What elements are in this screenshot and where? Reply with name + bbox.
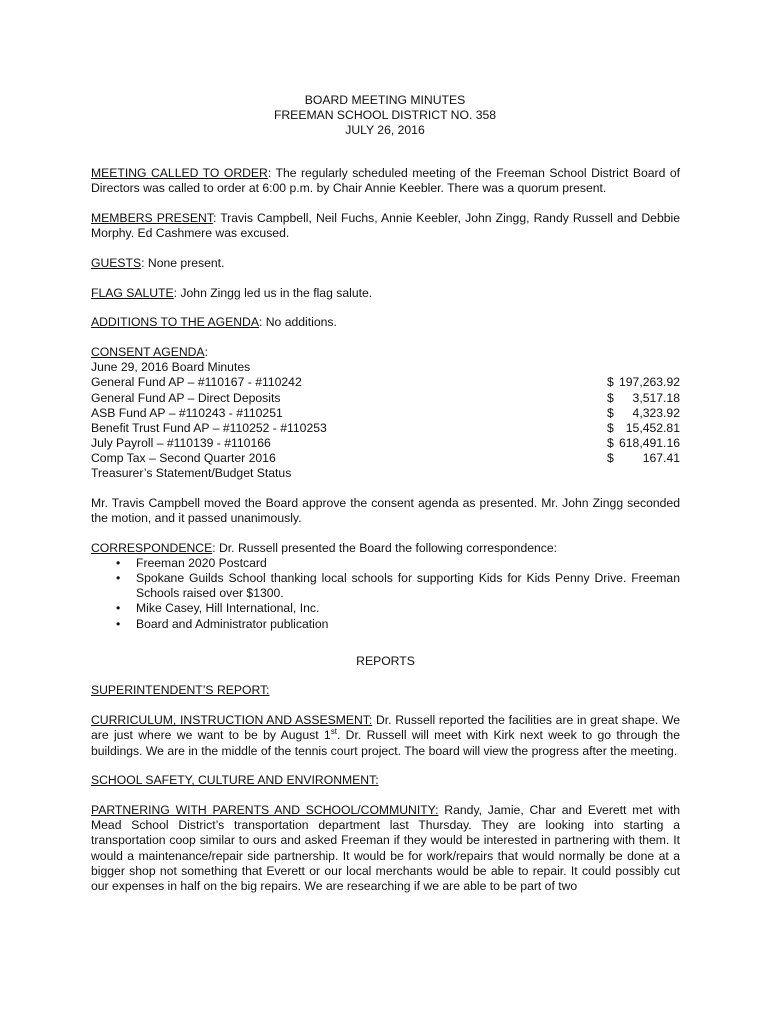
consent-row: [91, 406, 680, 421]
list-item: [91, 556, 680, 571]
list-item-text: Freeman 2020 Postcard: [136, 555, 267, 570]
consent-row-label: July Payroll – #110139 - #110166: [91, 436, 271, 451]
consent-row: [91, 391, 680, 406]
call-to-order-text: : The regularly scheduled meeting of the Freeman School District Board of Directors was called to order at 6:00 p.m. by Chair Annie Keebler. There was a quorum present.: [91, 166, 680, 196]
correspondence-heading: CORRESPONDENCE: [91, 540, 213, 555]
consent-agenda-heading: CONSENT AGENDA: [91, 344, 205, 359]
consent-row-currency: $: [607, 390, 614, 405]
consent-row: [91, 466, 680, 481]
consent-row: [91, 375, 680, 390]
additions-section: [91, 315, 680, 330]
ordinal-suffix: st: [330, 727, 337, 737]
consent-row-label: General Fund AP – Direct Deposits: [91, 390, 281, 405]
consent-row-label: Comp Tax – Second Quarter 2016: [91, 451, 276, 466]
members-present-section: [91, 211, 680, 241]
consent-row-label: Treasurer’s Statement/Budget Status: [91, 466, 292, 481]
list-item-text: Board and Administrator publication: [136, 616, 329, 631]
bullet-icon: •: [116, 555, 121, 570]
list-item: [91, 617, 680, 632]
list-item-text: Mike Casey, Hill International, Inc.: [136, 601, 320, 616]
correspondence-list: [91, 556, 680, 632]
consent-row-currency: $: [607, 436, 614, 451]
consent-row-label: Benefit Trust Fund AP – #110252 - #110253: [91, 420, 327, 435]
list-item-text: Spokane Guilds School thanking local schools for supporting Kids for Kids Penny Drive. Freeman Schools raised over $1300.: [136, 570, 680, 601]
consent-row-amount: 197,263.92: [619, 375, 680, 390]
partnering-heading: PARTNERING WITH PARENTS AND SCHOOL/COMMUNITY:: [91, 802, 439, 817]
consent-row-currency: $: [607, 375, 614, 390]
consent-row-amount: 3,517.18: [632, 390, 680, 405]
bullet-icon: •: [116, 601, 121, 616]
partnering-text: Randy, Jamie, Char and Everett met with Mead School District’s transportation department last Thursday. They are looking into starting a transportation coop similar to ours and asked Freeman if they would be interested in partnering with them. It would a maintenance/repair side partnership. It would be for work/repairs that would normally be done at a bigger shop not something that Everett or our local merchants would be able to repair. It could possibly cut our expenses in half on the big repairs. We are researching if we are able to be part of two: [91, 802, 680, 893]
document-body: [91, 166, 680, 909]
consent-row: [91, 451, 680, 466]
flag-salute-text: : John Zingg led us in the flag salute.: [173, 285, 373, 300]
consent-row: [91, 360, 680, 375]
superintendent-heading: SUPERINTENDENT’S REPORT:: [91, 683, 270, 698]
consent-row-amount: 4,323.92: [632, 405, 680, 420]
members-present-text: : Travis Campbell, Neil Fuchs, Annie Keebler, John Zingg, Randy Russell and Debbie Morphy. Ed Cashmere was excused.: [91, 210, 680, 241]
curriculum-text: Dr. Russell reported the facilities are in great shape. We are just where we want to be by August 1: [91, 713, 681, 743]
list-item: [91, 571, 680, 601]
correspondence-text: : Dr. Russell presented the Board the following correspondence:: [212, 540, 558, 555]
curriculum-heading: CURRICULUM, INSTRUCTION AND ASSESMENT:: [91, 713, 373, 728]
curriculum-text-continued: . Dr. Russell will meet with Kirk next week to go through the buildings. We are in the middle of the tennis court project. The board will view the progress after the meeting.: [91, 728, 680, 758]
district-name: FREEMAN SCHOOL DISTRICT NO. 358: [273, 108, 497, 123]
consent-row: [91, 421, 680, 436]
call-to-order-section: [91, 166, 680, 196]
correspondence-section: [91, 541, 680, 556]
bullet-icon: •: [116, 570, 121, 585]
consent-row-currency: $: [607, 405, 614, 420]
safety-heading: SCHOOL SAFETY, CULTURE AND ENVIRONMENT:: [91, 773, 379, 788]
consent-row-currency: $: [607, 420, 614, 435]
consent-row-label: General Fund AP – #110167 - #110242: [91, 375, 302, 390]
consent-agenda-colon: :: [204, 344, 208, 359]
document-header: [0, 93, 770, 139]
guests-section: [91, 256, 680, 271]
list-item: [91, 601, 680, 616]
flag-salute-heading: FLAG SALUTE: [91, 285, 174, 300]
consent-row-amount: 167.41: [642, 451, 680, 466]
consent-row: [91, 436, 680, 451]
consent-row-label: June 29, 2016 Board Minutes: [91, 360, 251, 375]
consent-row-currency: $: [607, 451, 614, 466]
flag-salute-section: [91, 286, 680, 301]
consent-motion: Mr. Travis Campbell moved the Board approve the consent agenda as presented. Mr. John Zingg seconded the motion, and it passed unanimously.: [91, 495, 680, 525]
members-present-heading: MEMBERS PRESENT: [91, 210, 213, 225]
consent-agenda-section: [91, 345, 680, 482]
call-to-order-heading: MEETING CALLED TO ORDER: [91, 166, 268, 180]
consent-row-amount: 618,491.16: [619, 436, 680, 451]
meeting-date: JULY 26, 2016: [345, 123, 425, 138]
safety-section: [91, 773, 680, 788]
guests-text: : None present.: [141, 255, 225, 270]
consent-row-label: ASB Fund AP – #110243 - #110251: [91, 405, 283, 420]
bullet-icon: •: [116, 616, 121, 631]
document-title: BOARD MEETING MINUTES: [304, 93, 466, 107]
additions-text: : No additions.: [258, 315, 337, 330]
consent-row-amount: 15,452.81: [625, 420, 680, 435]
reports-title: REPORTS: [356, 653, 415, 668]
curriculum-section: [91, 713, 680, 759]
additions-heading: ADDITIONS TO THE AGENDA: [91, 315, 259, 330]
partnering-section: [91, 803, 680, 894]
superintendent-section: [91, 683, 680, 698]
guests-heading: GUESTS: [91, 255, 142, 270]
